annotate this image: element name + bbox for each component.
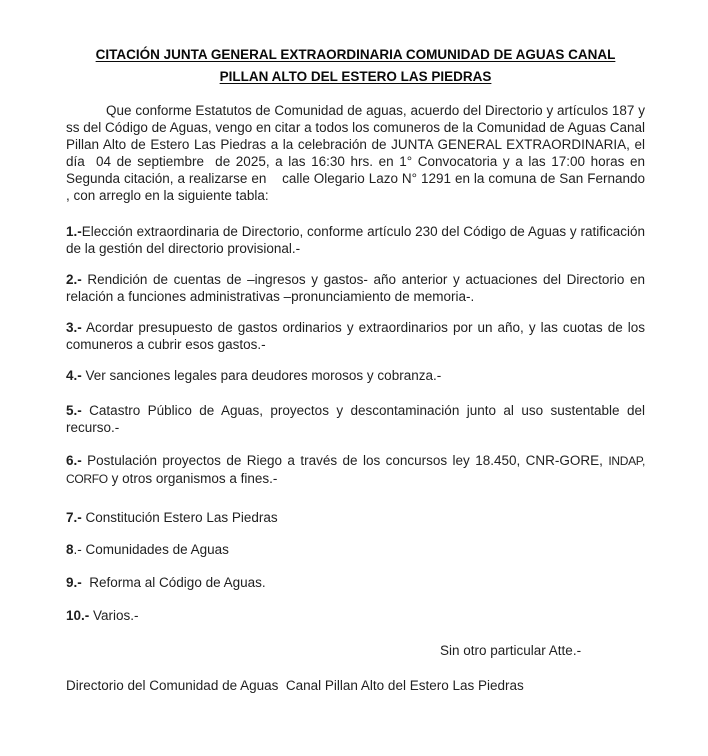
agenda-item-10 bbox=[66, 607, 645, 624]
agenda-item-7-text: Constitución Estero Las Piedras bbox=[81, 510, 278, 525]
agenda-item-2-text: Rendición de cuentas de –ingresos y gastos- año anterior y actuaciones del Directorio en relación a funciones administrativas –pronunciamiento de memoria-. bbox=[66, 272, 649, 304]
agenda-item-7 bbox=[66, 509, 645, 526]
document-title bbox=[66, 44, 645, 88]
agenda-item-9 bbox=[66, 574, 645, 591]
agenda-item-3 bbox=[66, 319, 649, 353]
intro-paragraph: Que conforme Estatutos de Comunidad de aguas, acuerdo del Directorio y artículos 187 y ss del Código de Aguas, vengo en citar a todos los comuneros de la Comunidad de Aguas Canal Pillan Alto de Estero Las Piedras a la celebración de JUNTA GENERAL EXTRAORDINARIA, el día 04 de septiembre de 2025, a las 16:30 hrs. en 1° Convocatoria y a las 17:00 horas en Segunda citación, a realizarse en calle Olegario Lazo N° 1291 en la comuna de San Fernando , con arreglo en la siguiente tabla: bbox=[66, 103, 649, 203]
agenda-item-4-number: 4.- bbox=[66, 368, 82, 383]
agenda-item-9-number: 9.- bbox=[66, 575, 82, 590]
agenda-item-8-number: 8 bbox=[66, 542, 74, 557]
agenda-item-6-text-end: y otros organismos a fines.- bbox=[107, 471, 278, 486]
agenda-item-5-text: Catastro Público de Aguas, proyectos y descontaminación junto al uso sustentable del recurso.- bbox=[66, 403, 649, 435]
agenda-item-2-number: 2.- bbox=[66, 272, 82, 287]
document-title-line2: PILLAN ALTO DEL ESTERO LAS PIEDRAS bbox=[219, 69, 492, 84]
agenda-item-6 bbox=[66, 452, 649, 488]
agenda-item-3-text: Acordar presupuesto de gastos ordinarios y extraordinarios por un año, y las cuotas de los comuneros a cubrir esos gastos.- bbox=[66, 320, 649, 352]
agenda-item-1-number: 1.- bbox=[66, 224, 82, 239]
agenda-item-9-text: Reforma al Código de Aguas. bbox=[81, 575, 266, 590]
agenda-item-1-text: Elección extraordinaria de Directorio, conforme artículo 230 del Código de Aguas y ratificación de la gestión del directorio provisional.- bbox=[66, 224, 649, 256]
agenda-item-4-text: Ver sanciones legales para deudores morosos y cobranza.- bbox=[81, 368, 442, 383]
agenda-item-10-text: Varios.- bbox=[89, 608, 139, 623]
signature-line: Directorio del Comunidad de Aguas Canal Pillan Alto del Estero Las Piedras bbox=[66, 678, 524, 693]
agenda-item-2 bbox=[66, 271, 649, 305]
agenda-item-6-orgs: INDAP, CORFO bbox=[66, 454, 649, 486]
agenda-item-3-number: 3.- bbox=[66, 320, 82, 335]
agenda-item-8 bbox=[66, 541, 645, 558]
agenda-item-7-number: 7.- bbox=[66, 510, 82, 525]
closing-line: Sin otro particular Atte.- bbox=[440, 643, 582, 658]
agenda-item-8-text: .- Comunidades de Aguas bbox=[73, 542, 229, 557]
agenda-item-10-number: 10.- bbox=[66, 608, 90, 623]
document-title-line1: CITACIÓN JUNTA GENERAL EXTRAORDINARIA COMUNIDAD DE AGUAS CANAL bbox=[95, 47, 616, 62]
agenda-item-6-text: Postulación proyectos de Riego a través de los concursos ley 18.450, CNR-GORE, bbox=[81, 453, 609, 468]
agenda-item-6-number: 6.- bbox=[66, 453, 82, 468]
agenda-item-4 bbox=[66, 367, 645, 384]
agenda-item-5 bbox=[66, 402, 649, 436]
agenda-item-5-number: 5.- bbox=[66, 403, 82, 418]
agenda-item-1 bbox=[66, 223, 649, 257]
